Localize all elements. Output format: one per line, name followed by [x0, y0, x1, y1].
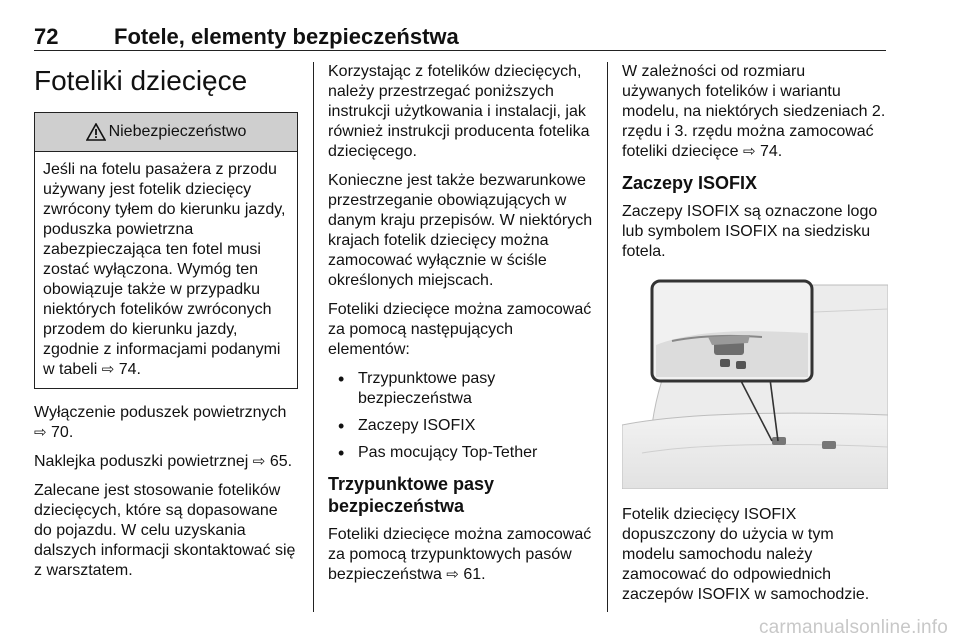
bullet-list	[328, 369, 594, 463]
watermark: carmanualsonline.info	[758, 617, 948, 638]
paragraph	[34, 403, 298, 443]
subheading: Zaczepy ISOFIX	[622, 173, 758, 193]
warning-text: Jeśli na fotelu pasażera z przodu używany jest fotelik dziecięcy zwrócony tyłem do kierunku jazdy, poduszka powietrzna zabezpieczająca ten fotel musi zostać wyłączona. Wymóg ten obowiązuje także w przypadku niektórych fotelików zwróconych przodem do kierunku jazdy, zgodnie z informacjami podanymi w tabeli	[43, 161, 286, 378]
column-1	[34, 62, 298, 590]
list-item: • Pas mocujący Top-Tether	[328, 443, 594, 463]
paragraph-text: W zależności od rozmiaru używanych fotelików i wariantu modelu, na niektórych siedzeniach 2. rzędu i 3. rzędu można zamocować foteliki dziecięce	[622, 63, 886, 160]
warning-box	[34, 112, 298, 389]
warning-triangle-icon	[86, 123, 106, 141]
section-title: Foteliki dziecięce	[34, 65, 248, 96]
page-ref[interactable]: 70.	[51, 424, 74, 441]
warning-heading: Niebezpieczeństwo	[108, 123, 247, 140]
paragraph: Fotelik dziecięcy ISOFIX dopuszczony do użycia w tym modelu samochodu należy zamocować do odpowiednich zaczepów ISOFIX w samochodzie.	[622, 506, 870, 603]
paragraph-text: Foteliki dziecięce można zamocować za pomocą trzypunktowych pasów bezpieczeństwa	[328, 526, 592, 583]
column-divider	[313, 62, 314, 612]
cross-ref-icon: ⇨	[101, 361, 115, 378]
paragraph: Konieczne jest także bezwarunkowe przestrzeganie obowiązujących w danym kraju przepisów. W niektórych krajach fotelik dziecięcy można zamocować wyłącznie w ściśle określonych miejscach.	[328, 172, 593, 289]
column-divider	[607, 62, 608, 612]
paragraph: Korzystając z fotelików dziecięcych, należy przestrzegać poniższych instrukcji użytkowania i instalacji, jak również instrukcji producenta fotelika dziecięcego.	[328, 63, 590, 160]
cross-ref-icon: ⇨	[742, 143, 756, 160]
running-title: Fotele, elementy bezpieczeństwa	[114, 24, 459, 49]
column-3	[622, 62, 888, 614]
column-2	[328, 62, 594, 594]
cross-ref-icon: ⇨	[446, 566, 459, 583]
isofix-seat-illustration	[622, 275, 888, 489]
warning-body	[35, 152, 297, 388]
page-header	[34, 0, 886, 51]
list-item: • Zaczepy ISOFIX	[328, 416, 594, 436]
paragraph-text: Wyłączenie poduszek powietrznych	[34, 404, 287, 421]
paragraph: Zaczepy ISOFIX są oznaczone logo lub symbolem ISOFIX na siedzisku fotela.	[622, 203, 878, 260]
warning-ref[interactable]: 74.	[118, 361, 141, 378]
page-ref[interactable]: 74.	[759, 143, 783, 160]
paragraph-text: Naklejka poduszki powietrznej	[34, 453, 249, 470]
list-item: • Trzypunktowe pasy bezpieczeństwa	[328, 369, 594, 409]
warning-header	[35, 113, 297, 152]
paragraph: Foteliki dziecięce można zamocować za pomocą następujących elementów:	[328, 301, 592, 358]
paragraph	[328, 525, 594, 585]
cross-ref-icon: ⇨	[252, 453, 266, 470]
page-ref[interactable]: 65.	[269, 453, 293, 470]
paragraph: Zalecane jest stosowanie fotelików dziecięcych, które są dopasowane do pojazdu. W celu uzyskania dalszych informacji skontaktować się z warsztatem.	[34, 482, 296, 579]
paragraph	[622, 62, 888, 162]
subheading: Trzypunktowe pasy bezpieczeństwa	[328, 474, 495, 516]
paragraph	[34, 452, 298, 472]
cross-ref-icon: ⇨	[34, 424, 47, 441]
page-number: 72	[34, 24, 59, 49]
page-ref[interactable]: 61.	[463, 566, 486, 583]
